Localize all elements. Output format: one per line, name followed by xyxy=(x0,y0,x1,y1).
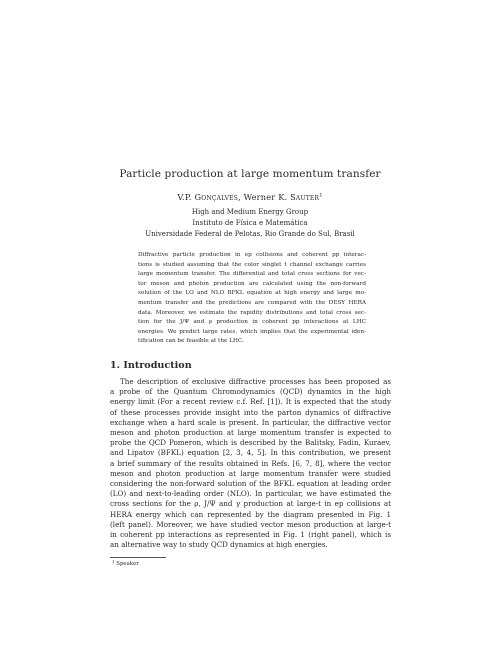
abstract xyxy=(138,251,366,347)
author-separator: , xyxy=(238,192,244,202)
section-heading-introduction: 1. Introduction xyxy=(110,360,192,371)
body-line: a probe of the Quantum Chromodynamics (QCD) dynamics in the high xyxy=(110,387,391,397)
abstract-line: large momentum transfer. The differential and total cross sections for vec- xyxy=(138,271,366,278)
body-line: (LO) and next-to-leading order (NLO). In particular, we have estimated the xyxy=(110,489,391,499)
author-1-initials: V.P. xyxy=(177,192,195,202)
affiliation-line-2: Instituto de Física e Matemática xyxy=(192,219,308,227)
author-2-initials: Werner K. xyxy=(243,192,291,202)
abstract-line: solution of the LO and NLO BFKL equation at high energy and large mo- xyxy=(138,290,366,297)
body-line: (left panel). Moreover, we have studied vector meson production at large-t xyxy=(110,519,391,529)
body-line: The description of exclusive diffractive processes has been proposed as xyxy=(120,377,391,386)
body-line: meson and photon production at large momentum transfer is expected to xyxy=(110,428,391,438)
footnote xyxy=(112,559,139,567)
introduction-body xyxy=(110,377,391,550)
author-2-surname: Sauter xyxy=(290,192,320,202)
footnote-text: Speaker xyxy=(116,561,139,567)
author-list xyxy=(0,192,500,202)
body-line: energy limit (For a recent review c.f. Ref. [1]). It is expected that the study xyxy=(110,397,391,407)
abstract-line: Diffractive particle production in ep collisions and coherent pp interac- xyxy=(138,252,366,258)
affiliation-line-1: High and Medium Energy Group xyxy=(191,208,309,216)
paper-title: Particle production at large momentum transfer xyxy=(119,168,381,180)
abstract-line: data. Moreover, we estimate the rapidity distributions and total cross sec- xyxy=(138,309,366,316)
abstract-line: tions is studied assuming that the color singlet t channel exchange carries xyxy=(138,261,366,268)
abstract-line: tification can be feasible at the LHC. xyxy=(138,338,244,345)
body-line: meson and photon production at large momentum transfer were studied xyxy=(110,468,391,478)
body-line: probe the QCD Pomeron, which is described by the Balitsky, Fadin, Kuraev, xyxy=(110,438,391,448)
abstract-line: energies. We predict large rates, which implies that the experimental iden- xyxy=(138,328,366,335)
body-line: cross sections for the ρ, J/Ψ and γ production at large-t in ep collisions at xyxy=(110,499,391,509)
abstract-line: tor meson and photon production are calculated using the non-forward xyxy=(138,280,366,287)
affiliation-line-3: Universidade Federal de Pelotas, Rio Grande do Sul, Brasil xyxy=(145,230,355,238)
body-line: a brief summary of the results obtained in Refs. [6, 7, 8], where the vector xyxy=(110,458,391,468)
body-line: considering the non-forward solution of the BFKL equation at leading order xyxy=(110,479,391,489)
author-footnote-mark: 1 xyxy=(319,192,323,199)
abstract-line: tion for the J/Ψ and ρ production in coherent pp interactions at LHC xyxy=(138,319,366,326)
body-line: of these processes provide insight into the parton dynamics of diffractive xyxy=(110,407,391,417)
abstract-line: mentum transfer and the predictions are compared with the DESY HERA xyxy=(138,299,366,306)
footnote-divider xyxy=(110,557,166,558)
body-line: and Lipatov (BFKL) equation [2, 3, 4, 5]. In this contribution, we present xyxy=(110,448,391,458)
body-line: in coherent pp interactions as represented in Fig. 1 (right panel), which is xyxy=(110,530,391,540)
author-1-surname: Gonçalves xyxy=(194,192,239,202)
body-line: exchange when a hard scale is present. In particular, the diffractive vector xyxy=(110,417,391,427)
footnote-mark: 1 xyxy=(112,559,115,564)
body-line: an alternative way to study QCD dynamics at high energies. xyxy=(110,540,328,550)
body-line: HERA energy which can represented by the diagram presented in Fig. 1 xyxy=(110,509,391,519)
